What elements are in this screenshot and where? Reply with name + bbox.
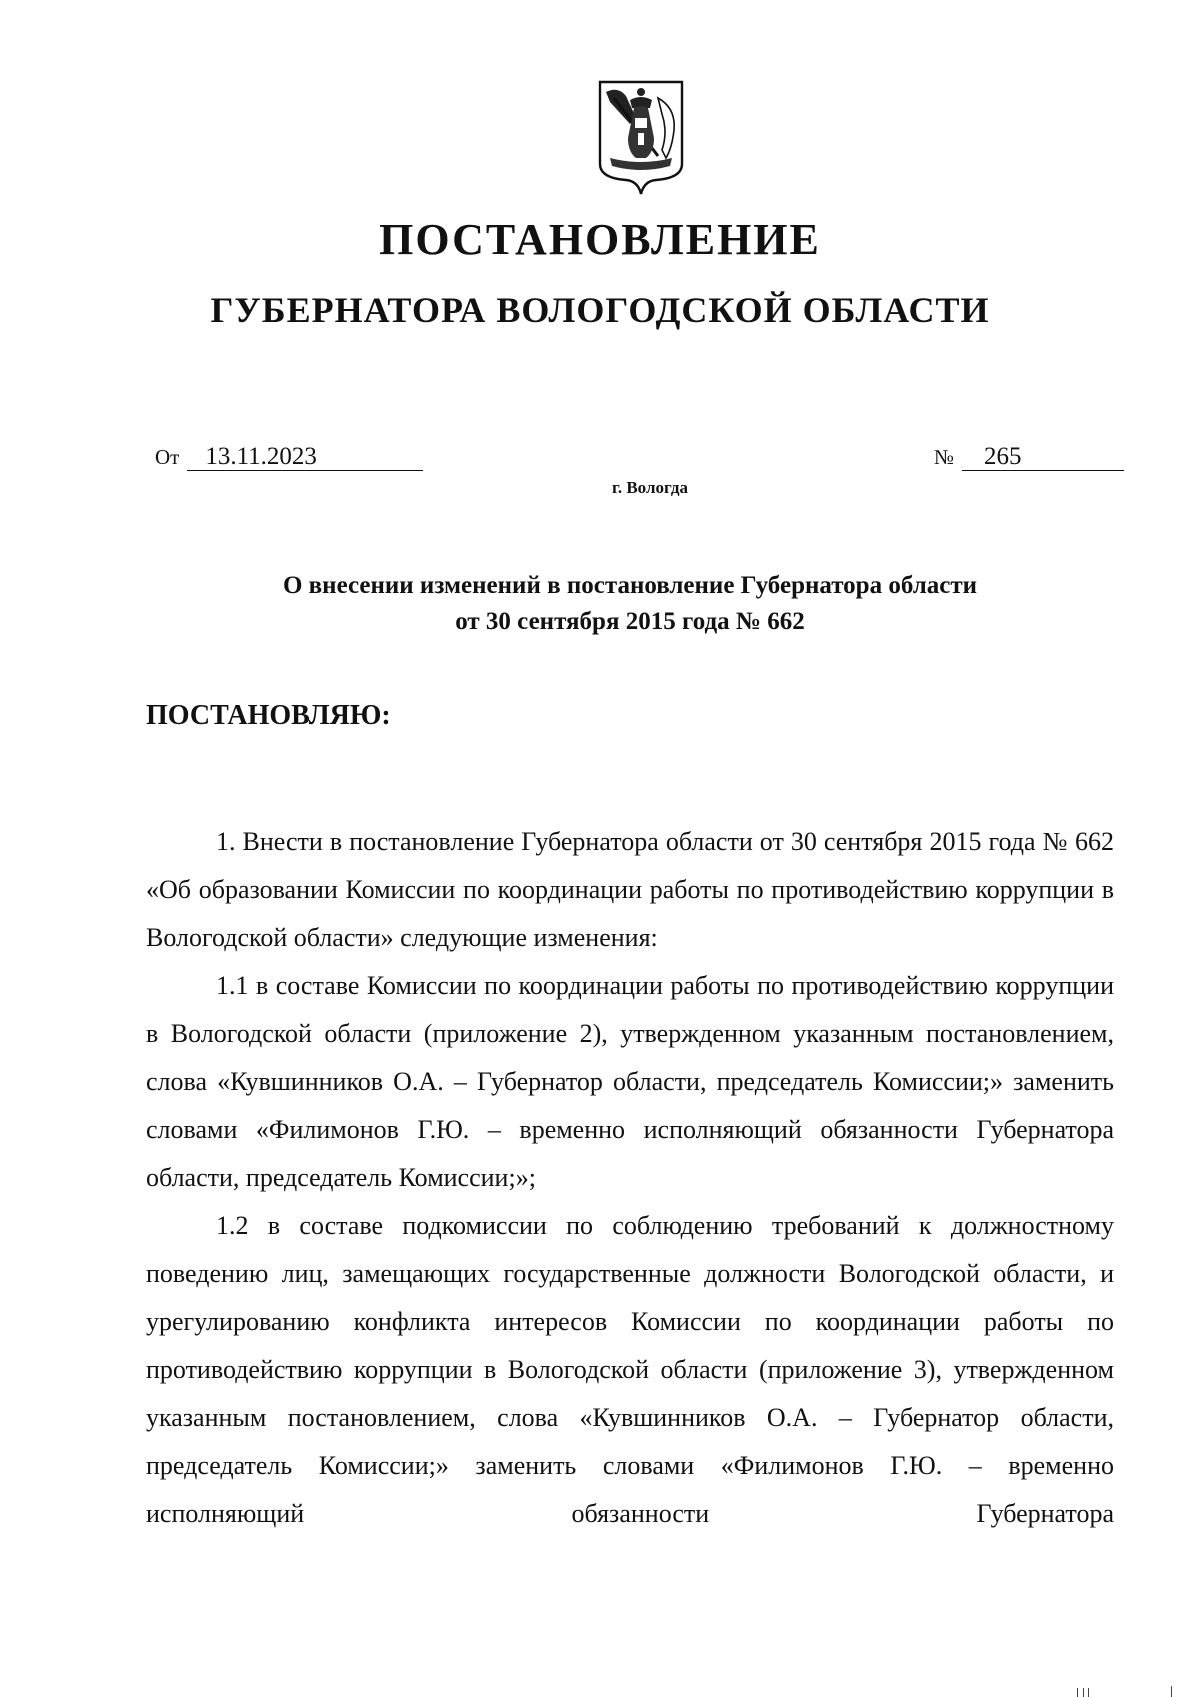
subject-line-2: от 30 сентября 2015 года № 662 xyxy=(455,608,805,635)
date-value: 13.11.2023 xyxy=(187,444,423,471)
number-value: 265 xyxy=(962,444,1124,471)
scan-mark xyxy=(1171,1686,1172,1697)
document-subject xyxy=(200,568,1060,640)
scan-mark xyxy=(1083,1688,1084,1697)
document-number xyxy=(934,444,1124,471)
date-prefix: От xyxy=(155,445,180,469)
decree-heading: ПОСТАНОВЛЯЮ: xyxy=(146,700,391,731)
paragraph-1: 1. Внести в постановление Губернатора области от 30 сентября 2015 года № 662 «Об образовании Комиссии по координации работы по противодействию коррупции в Вологодской области» следующие изменения: xyxy=(146,827,1114,952)
paragraph-1-2: 1.2 в составе подкомиссии по соблюдению требований к должностному поведению лиц, замещающих государственные должности Вологодской области, и урегулированию конфликта интересов Комиссии по координации работы по противодействию коррупции в Вологодской области (приложение 3), утвержденном указанным постановлением, слова «Кувшинников О.А. – Губернатор области, председатель Комиссии;» заменить словами «Филимонов Г.Ю. – временно исполняющий обязанности Губернатора xyxy=(146,1211,1114,1528)
document-city: г. Вологда xyxy=(612,478,688,497)
document-body xyxy=(146,818,1114,1538)
document-issuer: ГУБЕРНАТОРА ВОЛОГОДСКОЙ ОБЛАСТИ xyxy=(210,290,990,330)
paragraph-1-1: 1.1 в составе Комиссии по координации работы по противодействию коррупции в Вологодской области (приложение 2), утвержденном указанным постановлением, слова «Кувшинников О.А. – Губернатор области, председатель Комиссии;» заменить словами «Филимонов Г.Ю. – временно исполняющий обязанности Губернатора области, председатель Комиссии;»; xyxy=(146,971,1114,1192)
vologda-coat-of-arms-icon xyxy=(596,78,686,198)
subject-line-1: О внесении изменений в постановление Губернатора области xyxy=(282,572,978,599)
document-title: ПОСТАНОВЛЕНИЕ xyxy=(379,215,821,264)
number-prefix: № xyxy=(934,445,955,469)
scan-mark xyxy=(1088,1688,1089,1697)
document-date xyxy=(155,444,423,471)
scan-mark xyxy=(1077,1688,1078,1697)
